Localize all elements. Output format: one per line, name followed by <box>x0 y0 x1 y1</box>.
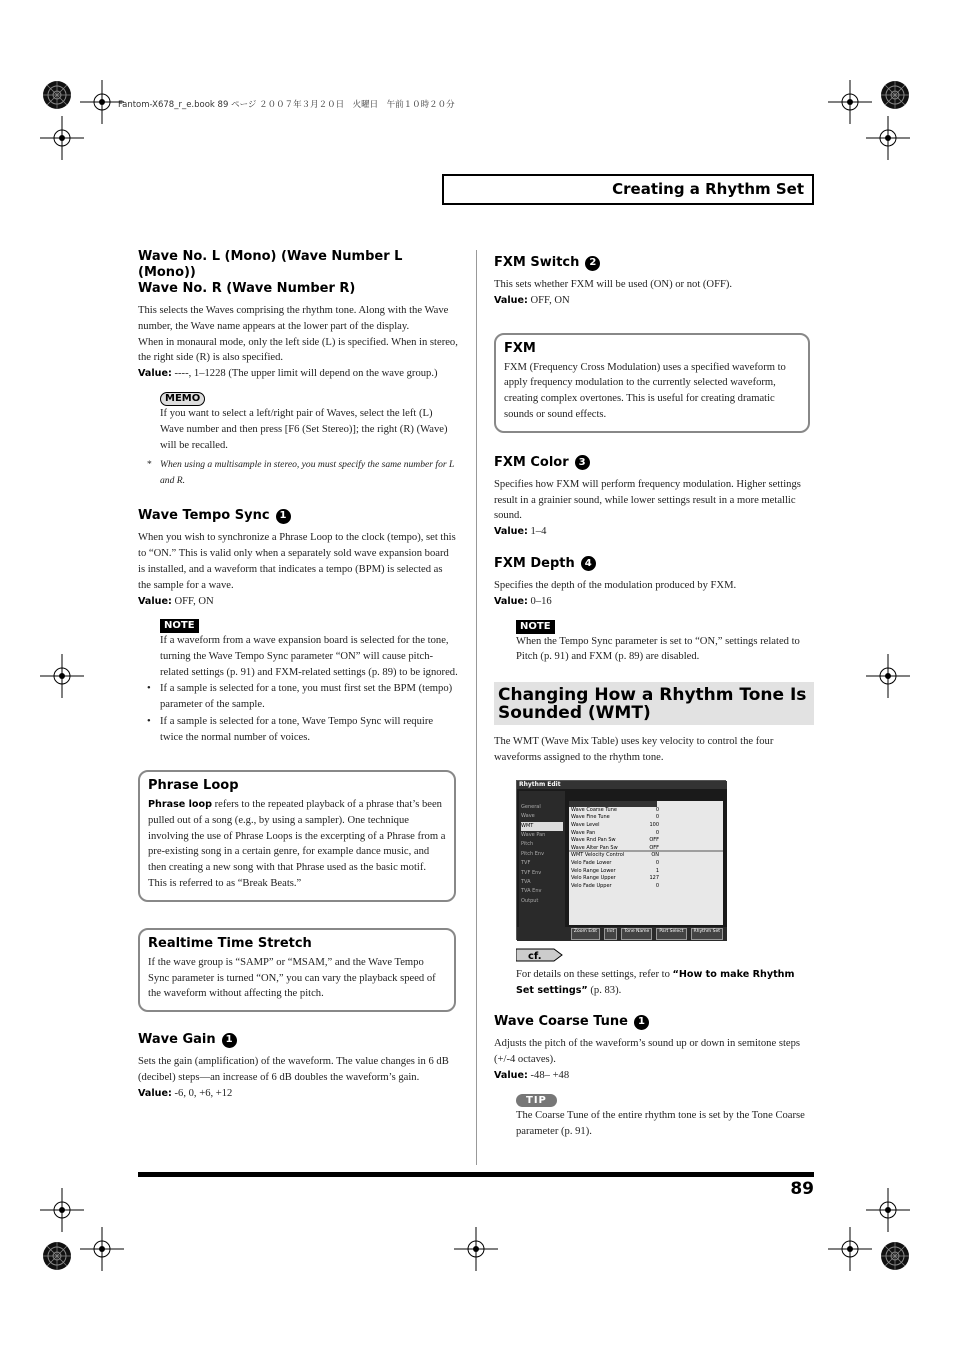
memo-icon: MEMO <box>160 392 205 406</box>
running-header <box>442 174 814 205</box>
registration-mark-icon <box>454 1227 498 1271</box>
registration-mark-icon <box>80 1227 124 1271</box>
screen-param-value: 127 <box>649 875 659 882</box>
screen-button: Zoom Edit <box>571 928 600 940</box>
column-divider <box>476 250 477 1165</box>
param-number-icon: 1 <box>276 509 291 524</box>
screen-param-row <box>571 814 659 822</box>
registration-mark-icon <box>866 654 910 698</box>
wave-coarse-tune-heading <box>494 1014 814 1030</box>
running-header-title: Creating a Rhythm Set <box>612 180 804 198</box>
registration-mark-icon <box>40 116 84 160</box>
realtime-stretch-text: If the wave group is “SAMP” or “MSAM,” and the Wave Tempo Sync parameter is turned “ON,” you can vary the playback speed of the waveform without affecting the pitch. <box>148 956 436 1000</box>
fxm-depth-desc: Specifies the depth of the modulation produced by FXM. <box>494 579 737 591</box>
screen-param-name: Wave Level <box>571 821 600 828</box>
wave-gain-value <box>138 1086 458 1102</box>
wmt-heading-line1: Changing How a Rhythm Tone Is <box>498 685 807 706</box>
note-icon: NOTE <box>160 619 199 633</box>
screen-title: Rhythm Edit <box>519 780 561 788</box>
sunburst-target-icon <box>42 1241 72 1271</box>
screen-param-row <box>571 875 659 883</box>
value-label: Value: <box>138 368 172 380</box>
screen-param-value: OFF <box>649 844 659 851</box>
screen-param-name: Wave Fine Tune <box>571 814 610 821</box>
screen-param-row <box>571 837 659 845</box>
wmt-section-title <box>494 682 814 725</box>
screen-param-row <box>571 807 659 815</box>
registration-mark-icon <box>80 80 124 124</box>
wave-no-heading-line1: Wave No. L (Mono) (Wave Number L (Mono)) <box>138 249 403 280</box>
fxm-box-title: FXM <box>504 340 536 356</box>
screen-tab: TVA <box>521 879 531 885</box>
screen-param-list <box>571 807 659 891</box>
value-text: -6, 0, +6, +12 <box>174 1087 233 1099</box>
screen-param-row <box>571 883 659 891</box>
cf-reference-link[interactable]: “How to make Rhythm Set settings” <box>516 968 795 996</box>
screen-param-value: OFF <box>649 837 659 844</box>
wave-gain-title: Wave Gain <box>138 1032 216 1048</box>
screen-param-name: Wave Pan <box>571 829 596 836</box>
wave-coarse-tune-value <box>494 1068 814 1084</box>
cf-text-post: (p. 83). <box>587 984 622 996</box>
screen-param-value: 1 <box>655 867 659 874</box>
fxm-color-value <box>494 524 814 540</box>
fxm-color-heading <box>494 455 814 471</box>
wave-gain-desc: Sets the gain (amplification) of the waveform. The value changes in 6 dB (decibel) steps—an increase of 6 dB doubles the waveform’s gain. <box>138 1056 449 1083</box>
value-label: Value: <box>494 294 528 306</box>
bullet-text: If a sample is selected for a tone, Wave Tempo Sync will require twice the normal number of voices. <box>160 716 434 744</box>
wmt-heading-line2: Sounded (WMT) <box>498 703 651 724</box>
registration-mark-icon <box>866 1188 910 1232</box>
wave-gain-heading <box>138 1032 458 1048</box>
screen-param-name: Velo Fade Lower <box>571 859 612 866</box>
screen-param-value: 0 <box>655 814 659 821</box>
screen-param-value: ON <box>651 852 659 859</box>
value-text: ----, 1–1228 (The upper limit will depend on the wave group.) <box>174 368 438 380</box>
fxm-depth-title: FXM Depth <box>494 555 575 571</box>
phrase-loop-box <box>138 770 456 902</box>
cf-icon <box>516 948 564 962</box>
fxm-box-text: FXM (Frequency Cross Modulation) uses a specified waveform to apply frequency modulation to the currently selected waveform, creating complex overtones. This is useful for creating dramatic sounds or sound effects. <box>504 361 786 420</box>
wave-tempo-sync-value <box>138 594 458 610</box>
wave-no-desc-2: When in monaural mode, only the left side (L) is specified. When in stereo, the right side (R) is also specified. <box>138 336 458 364</box>
bullet-dot: • <box>147 682 151 694</box>
wave-tempo-sync-desc: When you wish to synchronize a Phrase Loop to the clock (tempo), set this to “ON.” This is valid only when a separately sold wave expansion board is installed, and a waveform that indicates a tempo (BPM) is selected as the sample for a wave. <box>138 532 456 591</box>
registration-mark-icon <box>866 116 910 160</box>
screen-tab: General <box>521 803 541 810</box>
value-label: Value: <box>494 1069 528 1081</box>
screen-param-name: Wave Alter Pan Sw <box>571 844 618 851</box>
wmt-section-heading <box>498 686 810 722</box>
wave-no-desc-1: This selects the Waves comprising the rhythm tone. Along with the Wave number, the Wave name appears at the lower part of the display. <box>138 305 449 332</box>
screen-param-name: WMT Velocity Control <box>571 852 625 859</box>
screen-tab-list <box>521 803 563 906</box>
realtime-stretch-title: Realtime Time Stretch <box>148 935 312 951</box>
value-text: OFF, ON <box>174 595 214 607</box>
param-number-icon: 2 <box>585 256 600 271</box>
value-text: OFF, ON <box>530 294 570 306</box>
value-text: 0–16 <box>530 595 552 607</box>
stereo-footnote: * When using a multisample in stereo, you must specify the same number for L and R. <box>160 457 458 489</box>
param-number-icon: 1 <box>634 1015 649 1030</box>
param-number-icon: 1 <box>222 1033 237 1048</box>
screen-param-name: Wave Coarse Tune <box>571 806 617 813</box>
registration-mark-icon <box>40 654 84 698</box>
param-number-icon: 3 <box>575 455 590 470</box>
fxm-switch-desc: This sets whether FXM will be used (ON) or not (OFF). <box>494 279 733 290</box>
screen-param-value: 100 <box>649 821 659 828</box>
fxm-color-title: FXM Color <box>494 454 569 470</box>
screen-param-row <box>571 868 659 876</box>
print-meta-line: Fantom-X678_r_e.book 89 ページ ２００７年３月２０日 火曜日 午前１０時２０分 <box>118 100 455 110</box>
value-label: Value: <box>138 595 172 607</box>
wave-coarse-tune-desc: Adjusts the pitch of the waveform’s sound up or down in semitone steps (+/-4 octaves). <box>494 1038 801 1066</box>
rhythm-edit-screenshot <box>516 780 726 940</box>
fxm-switch-heading <box>494 255 814 271</box>
value-text: -48– +48 <box>530 1069 570 1081</box>
screen-button: Part Select <box>656 928 686 940</box>
screen-param-value: 0 <box>655 882 659 889</box>
screen-tab: Pitch <box>521 841 534 848</box>
value-text: 1–4 <box>530 526 547 538</box>
screen-param-name: Velo Range Upper <box>571 875 616 882</box>
bullet-item <box>147 681 458 713</box>
sunburst-target-icon <box>42 80 72 110</box>
wave-tempo-sync-title: Wave Tempo Sync <box>138 508 270 524</box>
screen-tab: WMT <box>521 822 563 831</box>
value-label: Value: <box>494 526 528 538</box>
phrase-loop-text <box>148 797 446 892</box>
value-label: Value: <box>138 1087 172 1099</box>
memo-text: If you want to select a left/right pair of Waves, select the left (L) Wave number and then press [F6 (Set Stereo)]; the right (R) (Wave) will be recalled. <box>160 407 448 451</box>
note-text: When the Tempo Sync parameter is set to “ON,” settings related to Pitch (p. 91) and FXM (p. 89) are disabled. <box>516 635 800 663</box>
right-column <box>494 255 814 1139</box>
bullet-item <box>147 714 458 746</box>
cf-text <box>516 967 814 999</box>
wave-no-heading <box>138 249 458 297</box>
screen-tab: TVF <box>521 860 531 867</box>
screen-param-value: 0 <box>655 859 659 866</box>
screen-param-row <box>571 852 659 860</box>
screen-tab: Pitch Env <box>521 850 545 857</box>
page-number: 89 <box>790 1179 814 1199</box>
screen-param-name: Wave Rnd Pan Sw <box>571 837 616 844</box>
screen-tab: TVA Env <box>521 888 542 895</box>
cf-text-pre: For details on these settings, refer to <box>516 968 673 980</box>
sunburst-target-icon <box>880 80 910 110</box>
screen-param-name: Velo Range Lower <box>571 867 616 874</box>
screen-tab: TVF Env <box>521 869 542 876</box>
fxm-box <box>494 333 810 433</box>
bullet-text: If a sample is selected for a tone, you must first set the BPM (tempo) parameter of the sample. <box>160 682 453 710</box>
note-text: If a waveform from a wave expansion board is selected for the tone, turning the Wave Tempo Sync parameter “ON” will cause pitch-related settings (p. 91) and FXM-related settings (p. 89) to be ignored. <box>160 635 458 678</box>
screen-button: Init <box>604 928 617 940</box>
fxm-depth-value <box>494 594 814 610</box>
registration-mark-icon <box>828 1227 872 1271</box>
value-label: Value: <box>494 595 528 607</box>
note-icon: NOTE <box>516 620 555 634</box>
tip-icon: TIP <box>516 1094 557 1107</box>
fxm-switch-value <box>494 293 814 309</box>
wave-no-heading-line2: Wave No. R (Wave Number R) <box>138 281 356 296</box>
wave-coarse-tune-title: Wave Coarse Tune <box>494 1014 628 1030</box>
screen-param-row <box>571 830 659 838</box>
param-number-icon: 4 <box>581 556 596 571</box>
phrase-loop-term: Phrase loop <box>148 798 212 810</box>
screen-param-name: Velo Fade Upper <box>571 882 612 889</box>
footer-rule <box>138 1172 814 1177</box>
registration-mark-icon <box>40 1188 84 1232</box>
screen-tab: Output <box>521 897 539 904</box>
screen-tab: Wave Pan <box>521 831 546 838</box>
wave-no-value <box>138 366 458 382</box>
screen-button-bar <box>517 928 727 940</box>
sunburst-target-icon <box>880 1241 910 1271</box>
phrase-loop-body: refers to the repeated playback of a phrase that’s been pulled out of a song (e.g., by using a sampler). One technique involving the use of Phrase Loops is the excerpting of a Phrase from a pre-existing song in a certain genre, for example dance music, and then creating a new song with that Phrase used as the basic motif. This is referred to as “Break Beats.” <box>148 798 446 889</box>
tip-text: The Coarse Tune of the entire rhythm tone is set by the Tone Coarse parameter (p. 91). <box>516 1109 805 1137</box>
fxm-color-desc: Specifies how FXM will perform frequency modulation. Higher settings result in a grainier sound, while lower settings result in a more metallic sound. <box>494 478 801 522</box>
wmt-intro: The WMT (Wave Mix Table) uses key velocity to control the four waveforms assigned to the rhythm tone. <box>494 736 774 763</box>
screen-param-row <box>571 845 659 853</box>
screen-button: Tone Name <box>621 928 652 940</box>
left-column <box>138 249 458 1102</box>
screen-param-row <box>571 822 659 830</box>
screen-param-row <box>571 860 659 868</box>
phrase-loop-title: Phrase Loop <box>148 777 239 793</box>
screen-param-value: 0 <box>655 806 659 813</box>
realtime-stretch-box <box>138 928 456 1012</box>
screen-tab: Wave <box>521 813 535 820</box>
cf-label: cf. <box>528 950 542 962</box>
screen-button: Rhythm Set <box>691 928 723 940</box>
wave-tempo-sync-heading <box>138 508 458 524</box>
bullet-dot: • <box>147 716 151 728</box>
fxm-depth-heading <box>494 556 814 572</box>
fxm-switch-title: FXM Switch <box>494 255 580 270</box>
screen-param-value: 0 <box>655 829 659 836</box>
